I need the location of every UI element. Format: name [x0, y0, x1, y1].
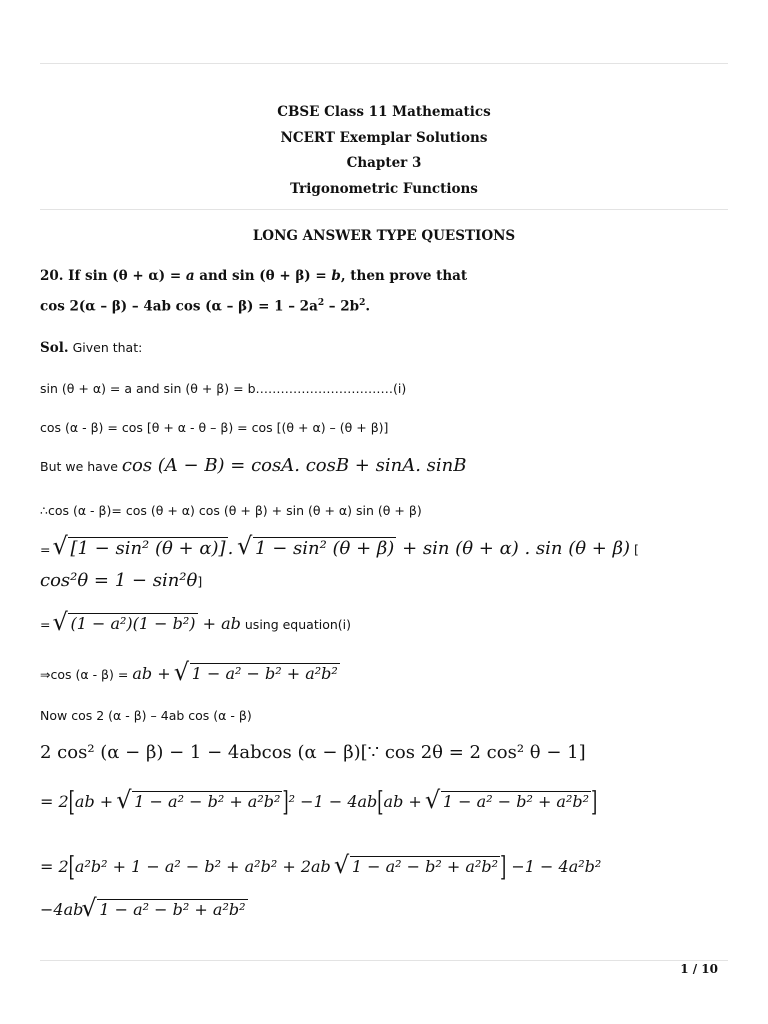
therefore-line: ∴cos (α - β)= cos (θ + α) cos (θ + β) + sin (θ + α) sin (θ + β)	[40, 503, 422, 518]
sqrt-7: √ 1 − a² − b² + a²b²	[336, 857, 500, 876]
question-line-1: 20. If sin (θ + α) = a and sin (θ + β) = b, then prove that	[40, 268, 468, 284]
identity-line: But we have cos (A − B) = cosA. cosB + sinA. sinB	[40, 455, 467, 476]
sqrt-6: √ 1 − a² − b² + a²b²	[427, 792, 591, 811]
top-rule	[40, 63, 728, 64]
equation-5: = 2[ab + √ 1 − a² − b² + a²b² ]² −1 − 4ab[ab + √ 1 − a² − b² + a²b² ]	[40, 792, 597, 811]
equation-7: −4ab√ 1 − a² − b² + a²b²	[40, 900, 248, 919]
equation-3: ⇒cos (α - β) = ab + √ 1 − a² − b² + a²b²	[40, 664, 340, 683]
cos-expansion-line: cos (α - β) = cos [θ + α - θ – β) = cos [(θ + α) – (θ + β)]	[40, 420, 389, 435]
header-line-4: Trigonometric Functions	[290, 180, 478, 197]
equation-6: = 2[a²b² + 1 − a² − b² + a²b² + 2ab √ 1 − a² − b² + a²b² ] −1 − 4a²b²	[40, 857, 601, 876]
sqrt-3: √ (1 − a²)(1 − b²)	[54, 614, 197, 633]
sqrt-8: √ 1 − a² − b² + a²b²	[83, 900, 247, 919]
solution-label: Sol.	[40, 340, 69, 356]
header-rule	[40, 209, 728, 210]
sqrt-2: √ 1 − sin² (θ + β)	[239, 538, 396, 559]
equation-2: = √ (1 − a²)(1 − b²) + ab using equation(i)	[40, 614, 351, 633]
section-title: LONG ANSWER TYPE QUESTIONS	[252, 228, 516, 244]
header-line-3: Chapter 3	[346, 155, 422, 171]
footer-rule	[40, 960, 728, 961]
now-line: Now cos 2 (α - β) – 4ab cos (α - β)	[40, 708, 252, 723]
question-line-2: cos 2(α – β) – 4ab $\cos (\alpha - \beta) = 1 - 2a^2 - 2b^2$.	[40, 298, 371, 315]
document-header	[0, 100, 768, 202]
equation-i-line: sin (θ + α) = a and sin (θ + β) = b……………………………(i)	[40, 381, 407, 396]
sqrt-4: √ 1 − a² − b² + a²b²	[176, 664, 340, 683]
solution-intro: Sol. Given that:	[40, 340, 143, 356]
sqrt-1: √ [1 − sin² (θ + α)]	[54, 538, 227, 559]
sqrt-5: √ 1 − a² − b² + a²b²	[118, 792, 282, 811]
header-line-2: NCERT Exemplar Solutions	[280, 129, 488, 146]
equation-4: 2 cos² (α − β) − 1 − 4abcos (α − β)[∵ cos 2θ = 2 cos² θ − 1]	[40, 742, 586, 763]
equation-1-line-2: cos²θ = 1 − sin²θ]	[40, 570, 203, 591]
page-number: 1 / 10	[680, 962, 718, 976]
header-line-1: CBSE Class 11 Mathematics	[277, 104, 491, 120]
equation-1: = √ [1 − sin² (θ + α)] . √ 1 − sin² (θ + β) + sin (θ + α) . sin (θ + β) [	[40, 538, 639, 559]
